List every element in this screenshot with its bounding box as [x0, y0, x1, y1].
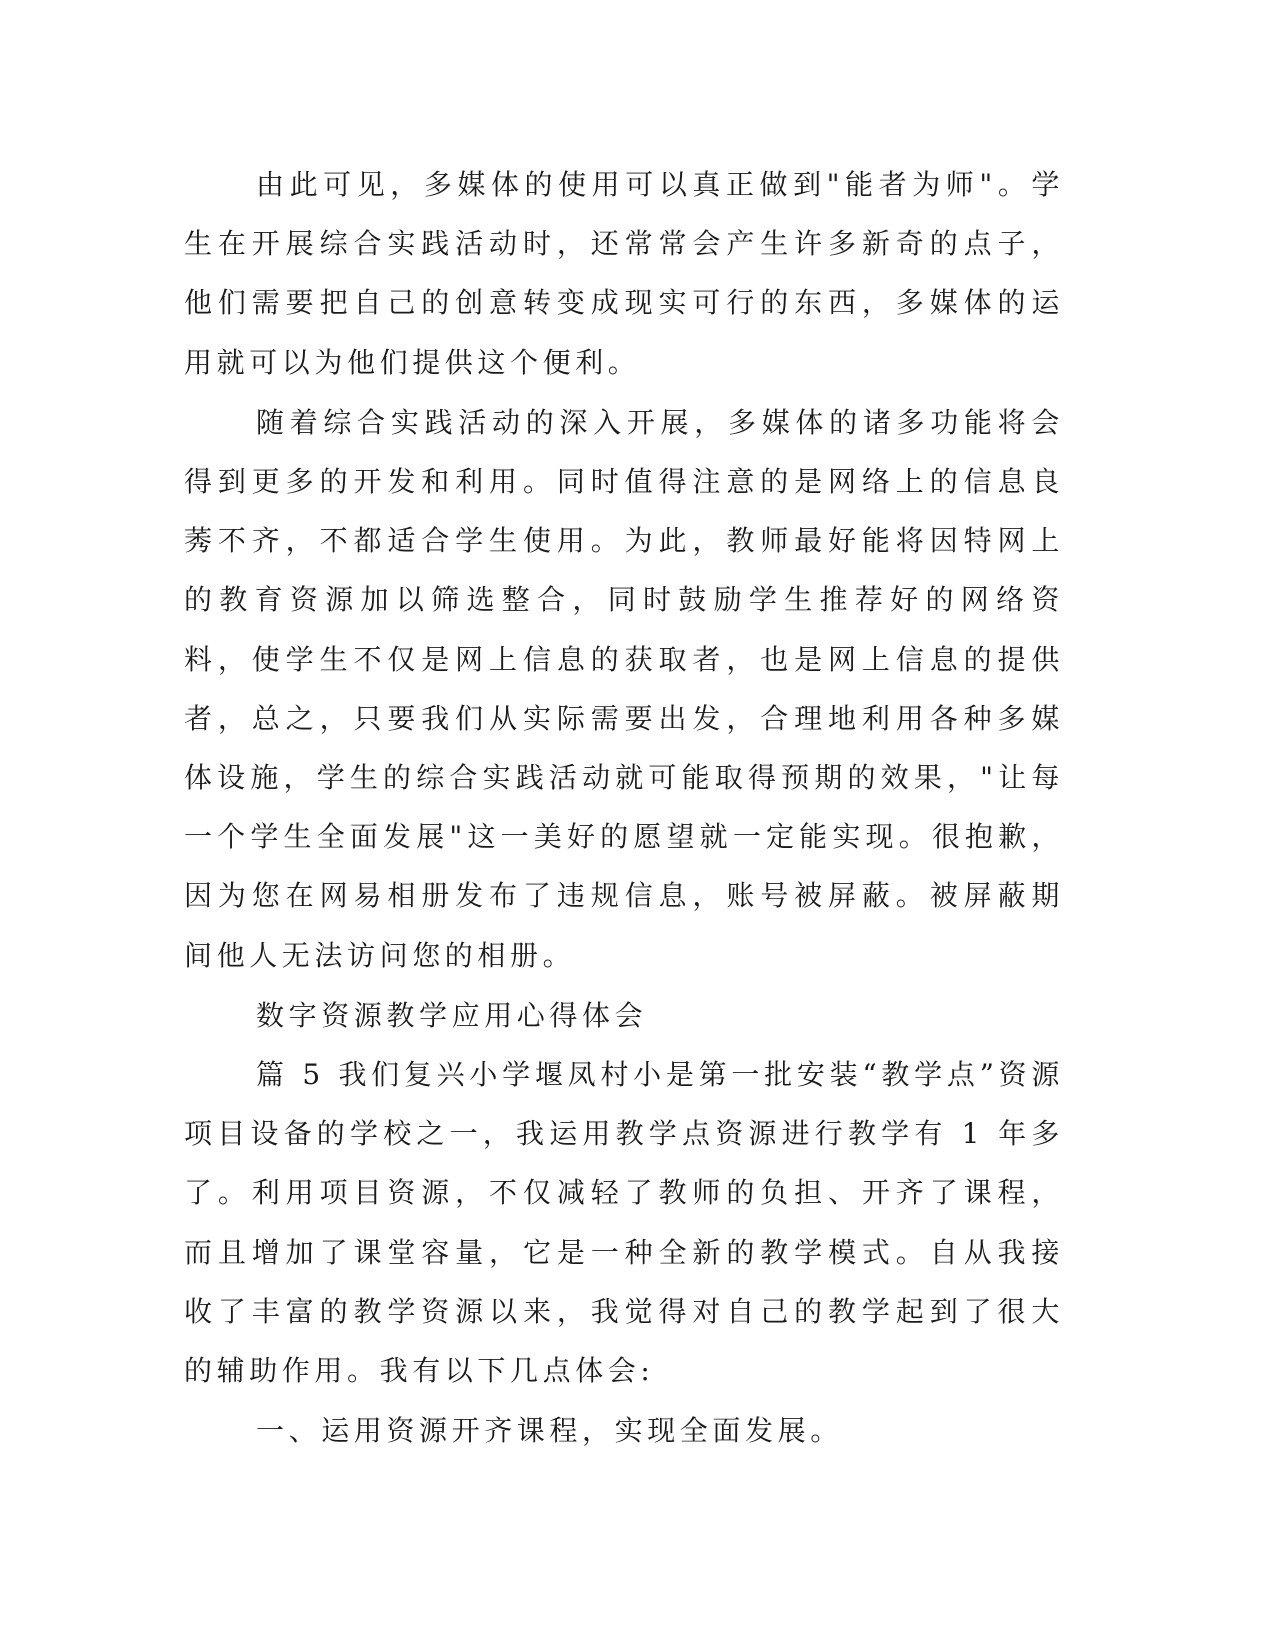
- paragraph-point-one: 一、运用资源开齐课程，实现全面发展。: [256, 1414, 843, 1448]
- paragraph-multimedia-benefit: 由此可见，多媒体的使用可以真正做到"能者为师"。学生在开展综合实践活动时，还常常会产生许多新奇的点子，他们需要把自己的创意转变成现实可行的东西，多媒体的运用就可以为他们提供这个便利。: [184, 168, 1064, 379]
- section-title: 数字资源教学应用心得体会: [256, 998, 648, 1032]
- paragraph-network-resources: 随着综合实践活动的深入开展，多媒体的诸多功能将会得到更多的开发和利用。同时值得注意的是网络上的信息良莠不齐，不都适合学生使用。为此，教师最好能将因特网上的教育资源加以筛选整合，同时鼓励学生推荐好的网络资料，使学生不仅是网上信息的获取者，也是网上信息的提供者，总之，只要我们从实际需要出发，合理地利用各种多媒体设施，学生的综合实践活动就可能取得预期的效果，"让每一个学生全面发展"这一美好的愿望就一定能实现。很抱歉，因为您在网易相册发布了违规信息，账号被屏蔽。被屏蔽期间他人无法访问您的相册。: [184, 405, 1064, 972]
- paragraph-teaching-point: 篇 5 我们复兴小学堰凤村小是第一批安装“教学点”资源项目设备的学校之一，我运用教学点资源进行教学有 1 年多了。利用项目资源，不仅减轻了教师的负担、开齐了课程，而且增加了课堂容量，它是一种全新的教学模式。自从我接收了丰富的教学资源以来，我觉得对自己的教学起到了很大的辅助作用。我有以下几点体会:: [184, 1058, 1064, 1388]
- document-body: [184, 155, 1064, 1461]
